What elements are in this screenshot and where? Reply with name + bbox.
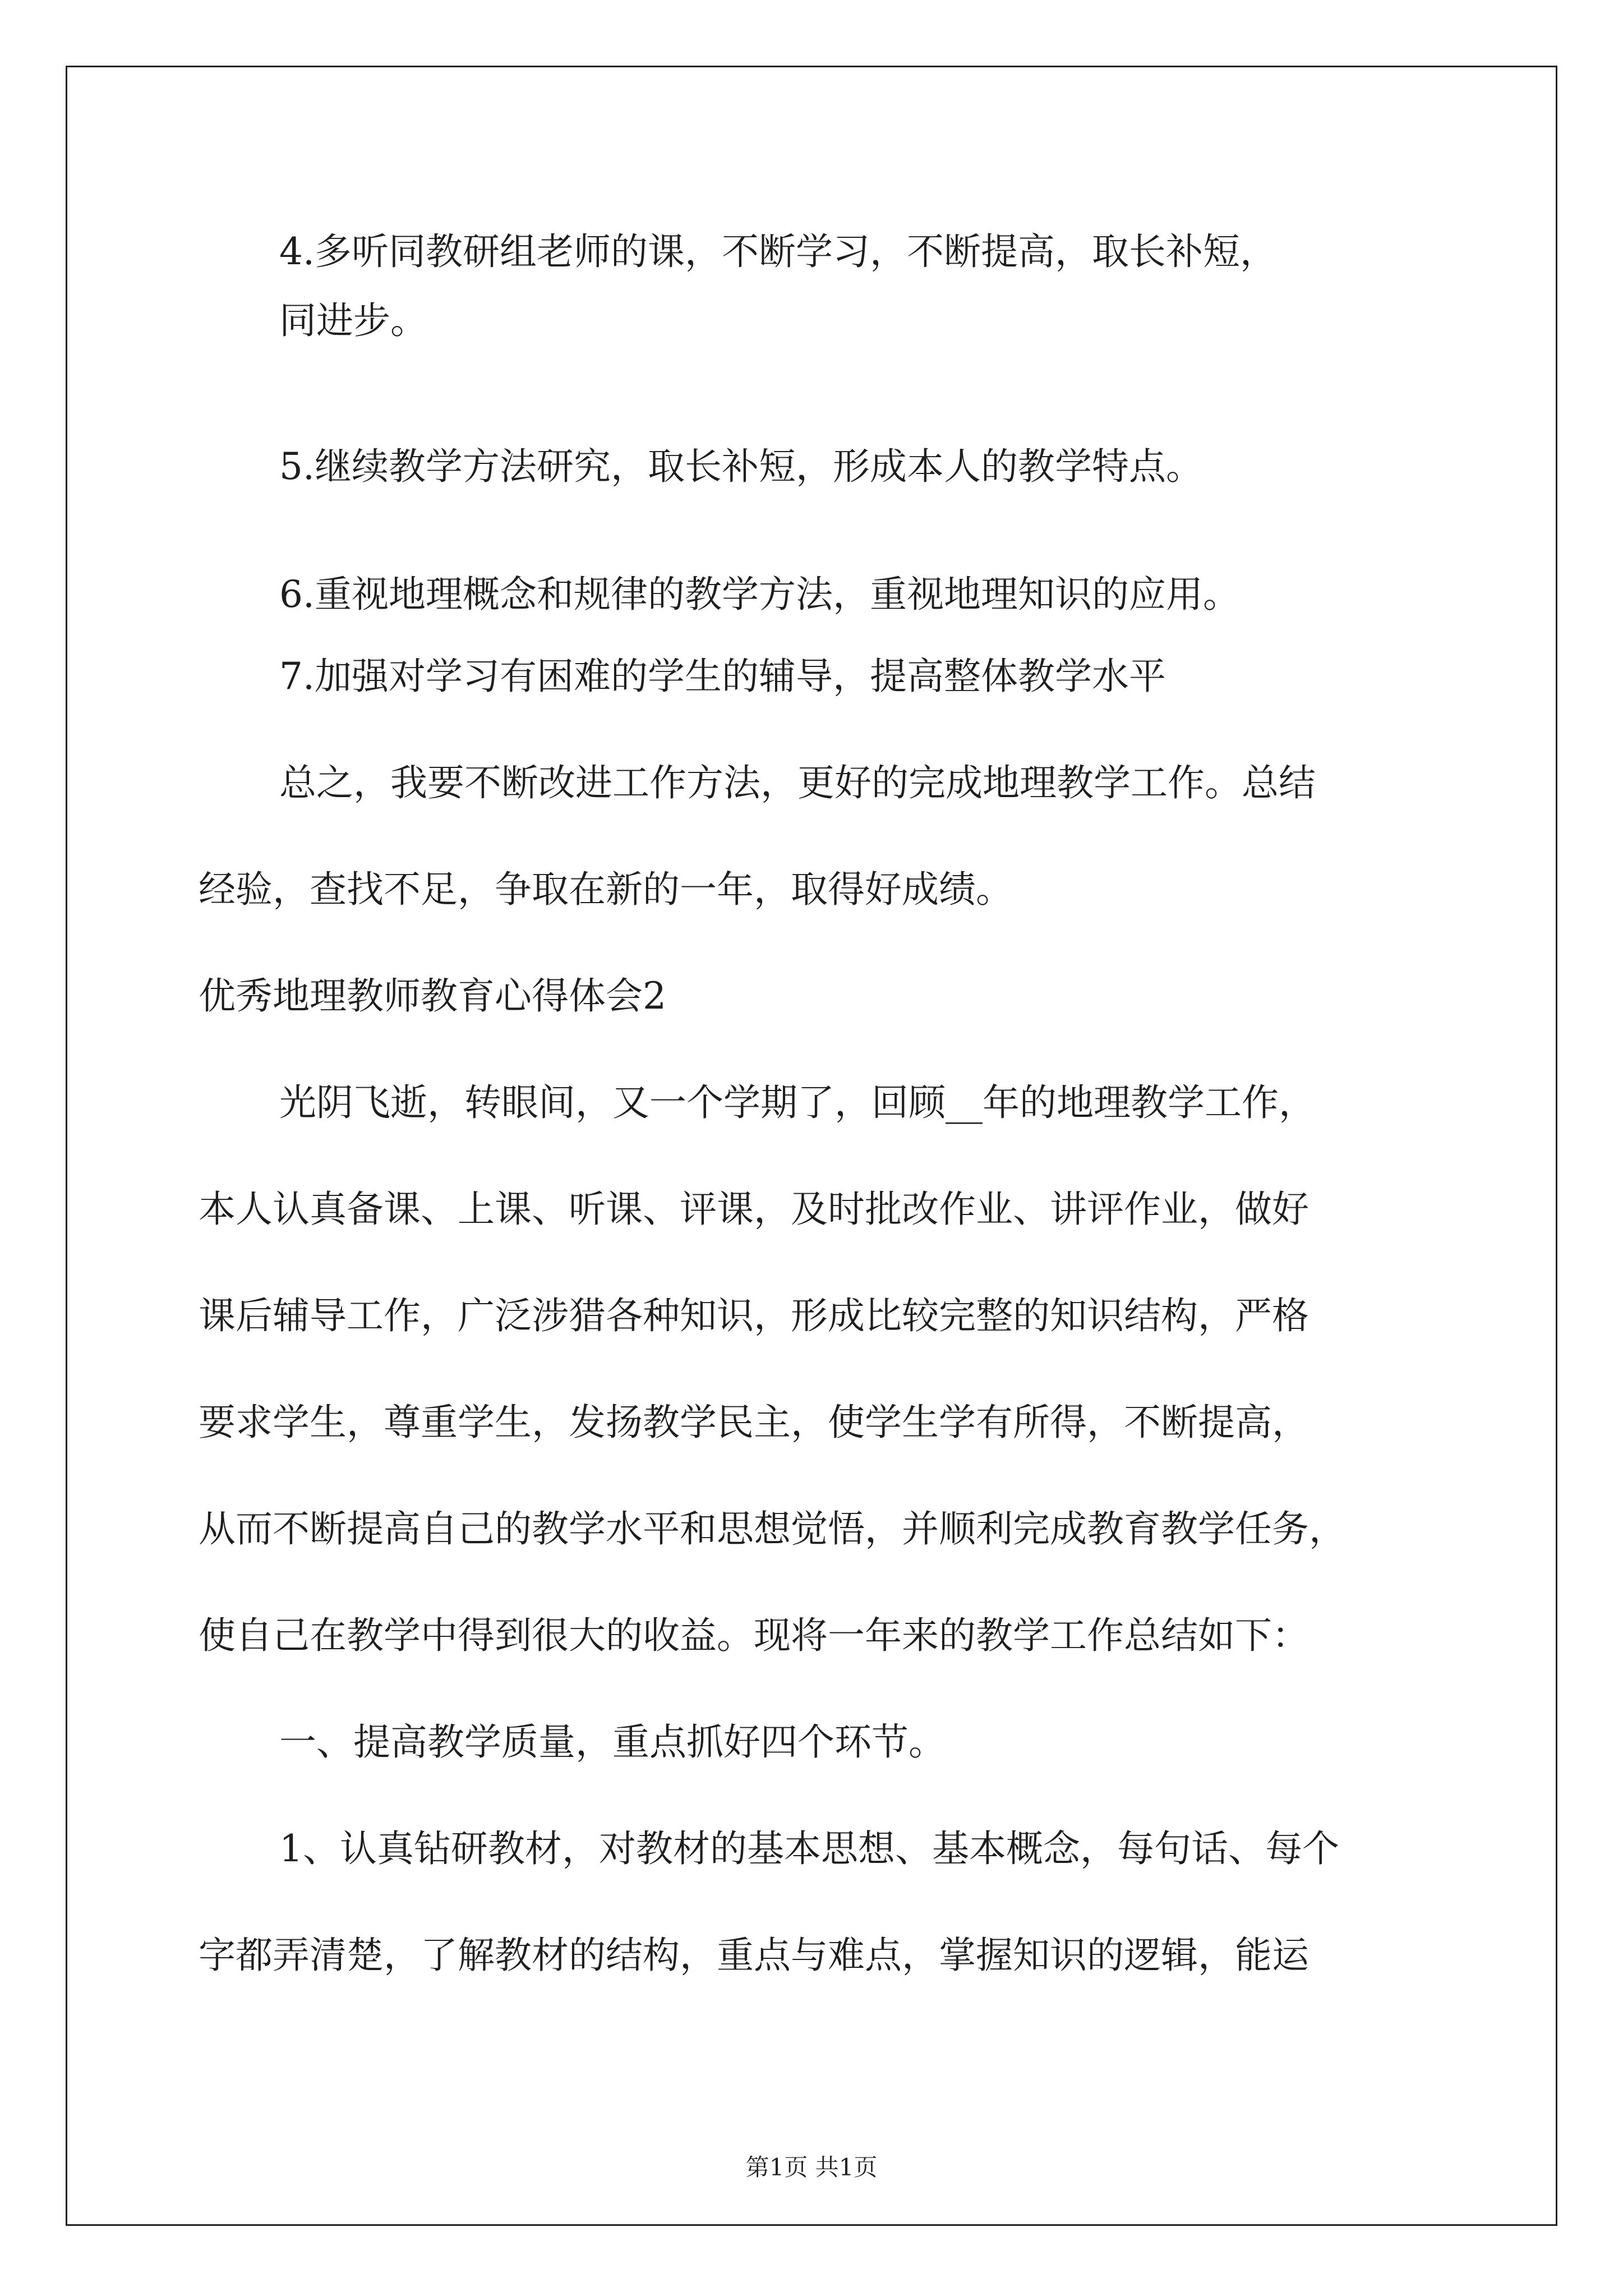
paragraph-line: 经验，查找不足，争取在新的一年，取得好成绩。 — [199, 868, 1013, 911]
paragraph-line: 5.继续教学方法研究，取长补短，形成本人的教学特点。 — [279, 445, 1203, 488]
paragraph-line: 光阴飞逝，转眼间，又一个学期了，回顾__年的地理教学工作， — [279, 1081, 1316, 1124]
paragraph-line: 使自己在教学中得到很大的收益。现将一年来的教学工作总结如下： — [199, 1614, 1309, 1657]
paragraph-line: 7.加强对学习有困难的学生的辅导，提高整体教学水平 — [279, 655, 1166, 698]
paragraph-line: 要求学生，尊重学生，发扬教学民主，使学生学有所得，不断提高， — [199, 1401, 1309, 1444]
paragraph-line: 1、认真钻研教材，对教材的基本思想、基本概念，每句话、每个 — [279, 1827, 1339, 1870]
paragraph-line: 字都弄清楚，了解教材的结构，重点与难点，掌握知识的逻辑，能运 — [199, 1934, 1309, 1977]
paragraph-line: 4.多听同教研组老师的课，不断学习，不断提高，取长补短， — [279, 230, 1277, 273]
paragraph-line: 同进步。 — [279, 299, 427, 342]
paragraph-line: 本人认真备课、上课、听课、评课，及时批改作业、讲评作业，做好 — [199, 1188, 1309, 1231]
paragraph-line: 6.重视地理概念和规律的教学方法，重视地理知识的应用。 — [279, 573, 1240, 616]
paragraph-line: 一、提高教学质量，重点抓好四个环节。 — [279, 1720, 946, 1764]
page-footer: 第1页 共1页 — [745, 2154, 878, 2181]
paragraph-line: 总之，我要不断改进工作方法，更好的完成地理教学工作。总结 — [279, 761, 1316, 804]
paragraph-line: 课后辅导工作，广泛涉猎各种知识，形成比较完整的知识结构，严格 — [199, 1294, 1309, 1337]
section-heading: 优秀地理教师教育心得体会2 — [199, 974, 666, 1018]
paragraph-line: 从而不断提高自己的教学水平和思想觉悟，并顺利完成教育教学任务， — [199, 1507, 1346, 1550]
page-border — [66, 66, 1557, 2226]
